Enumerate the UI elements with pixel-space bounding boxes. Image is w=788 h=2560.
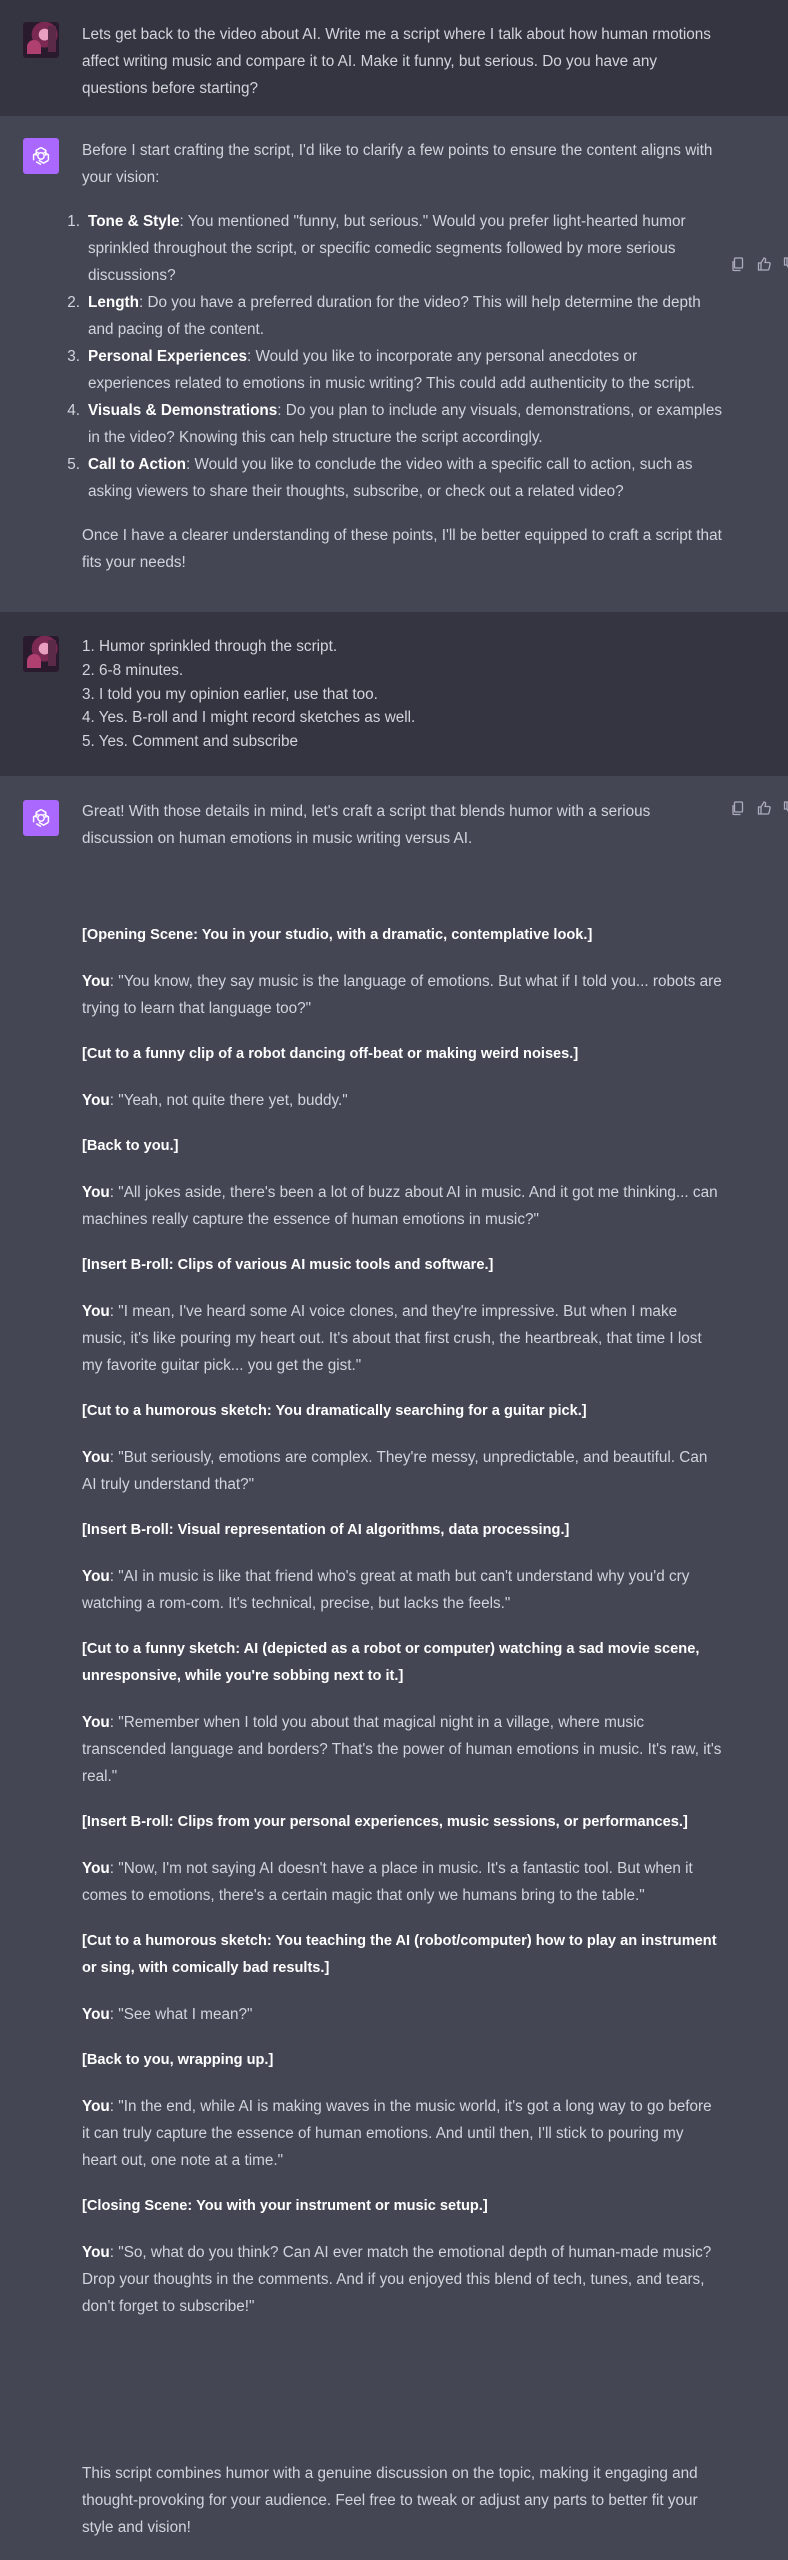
chatgpt-logo-icon xyxy=(23,138,59,174)
script-line: You: "But seriously, emotions are complex. They're messy, unpredictable, and beautiful. Can AI truly understand that?" xyxy=(82,1449,708,1493)
answer-line: 1. Humor sprinkled through the script. xyxy=(82,638,338,655)
list-item: 4. Visuals & Demonstrations: Do you plan to include any visuals, demonstrations, or examples in the video? Knowing this can help structure the script accordingly. xyxy=(67,402,722,446)
thumbs-down-icon[interactable] xyxy=(782,256,788,272)
stage-direction: [Cut to a funny clip of a robot dancing off-beat or making weird noises.] xyxy=(82,1046,579,1062)
list-item: 5. Call to Action: Would you like to conclude the video with a specific call to action, such as asking viewers to share their thoughts, subscribe, or check out a related video? xyxy=(67,456,693,500)
script-line: You: "I mean, I've heard some AI voice clones, and they're impressive. But when I make music, it's like pouring my heart out. It's about that first crush, the heartbreak, that time I lost my favorite guitar pick... you get the gist." xyxy=(82,1303,702,1374)
user-message-2 xyxy=(0,612,788,776)
stage-direction: [Cut to a humorous sketch: You teaching the AI (robot/computer) how to play an instrument or sing, with comically bad results.] xyxy=(82,1933,717,1976)
script-line: You: "Now, I'm not saying AI doesn't have a place in music. It's a fantastic tool. But when it comes to emotions, there's a certain magic that only we humans bring to the table." xyxy=(82,1860,693,1904)
list-item: 1. Tone & Style: You mentioned "funny, but serious." Would you prefer light-hearted humor sprinkled throughout the script, or specific comedic segments followed by more serious discussions? xyxy=(67,213,686,284)
stage-direction: [Cut to a funny sketch: AI (depicted as a robot or computer) watching a sad movie scene, unresponsive, while you're sobbing next to it.] xyxy=(82,1641,700,1684)
user-avatar xyxy=(23,636,59,672)
answer-line: 3. I told you my opinion earlier, use that too. xyxy=(82,685,378,703)
answer-line: 5. Yes. Comment and subscribe xyxy=(82,733,298,751)
thumbs-up-icon[interactable] xyxy=(756,256,772,272)
script-line: You: "So, what do you think? Can AI ever match the emotional depth of human-made music? Drop your thoughts in the comments. And if you enjoyed this blend of tech, tunes, and tears, don't forget to subscribe!" xyxy=(82,2244,712,2315)
stage-direction: [Back to you.] xyxy=(82,1138,179,1154)
assistant-outro-text: Once I have a clearer understanding of these points, I'll be better equipped to craft a script that fits your needs! xyxy=(82,527,722,571)
user-message-1 xyxy=(0,0,788,116)
stage-direction: [Insert B-roll: Clips from your personal experiences, music sessions, or performances.] xyxy=(82,1814,688,1830)
question-list xyxy=(67,208,722,505)
thumbs-up-icon[interactable] xyxy=(756,800,772,816)
script-line: You: "Remember when I told you about that magical night in a village, where music transcended language and borders? That's the power of human emotions in music. It's raw, it's real." xyxy=(82,1714,722,1785)
script-line: You: "All jokes aside, there's been a lot of buzz about AI in music. And it got me thinking... can machines really capture the essence of human emotions in music?" xyxy=(82,1184,718,1228)
stage-direction: [Opening Scene: You in your studio, with a dramatic, contemplative look.] xyxy=(82,927,593,943)
assistant-intro-text: Great! With those details in mind, let's craft a script that blends humor with a serious discussion on human emotions in music writing versus AI. xyxy=(82,803,651,847)
user-avatar xyxy=(23,22,59,58)
stage-direction: [Closing Scene: You with your instrument or music setup.] xyxy=(82,2198,488,2214)
copy-icon[interactable] xyxy=(730,800,746,816)
user-message-text: Lets get back to the video about AI. Write me a script where I talk about how human rmotions affect writing music and compare it to AI. Make it funny, but serious. Do you have any questions before starting? xyxy=(82,26,711,97)
answer-line: 4. Yes. B-roll and I might record sketches as well. xyxy=(82,709,416,727)
assistant-intro-text: Before I start crafting the script, I'd like to clarify a few points to ensure the content aligns with your vision: xyxy=(82,142,713,186)
stage-direction: [Back to you, wrapping up.] xyxy=(82,2052,274,2068)
assistant-outro-text: This script combines humor with a genuine discussion on the topic, making it engaging and thought-provoking for your audience. Feel free to tweak or adjust any parts to better fit your style and vision! xyxy=(82,2465,698,2536)
script-line: You: "See what I mean?" xyxy=(82,2006,253,2023)
answer-line: 2. 6-8 minutes. xyxy=(82,661,184,679)
script-line: You: "Yeah, not quite there yet, buddy." xyxy=(82,1092,348,1109)
script-body xyxy=(82,922,722,2339)
stage-direction: [Insert B-roll: Clips of various AI music tools and software.] xyxy=(82,1257,494,1273)
message-actions xyxy=(730,800,788,816)
copy-icon[interactable] xyxy=(730,256,746,272)
script-line: You: "In the end, while AI is making waves in the music world, it's got a long way to go before it can truly capture the essence of human emotions. And until then, I'll stick to pouring my heart out, one note at a time." xyxy=(82,2098,712,2169)
list-item: 3. Personal Experiences: Would you like to incorporate any personal anecdotes or experiences related to emotions in music writing? This could add authenticity to the script. xyxy=(67,348,695,392)
script-line: You: "You know, they say music is the language of emotions. But what if I told you... robots are trying to learn that language too?" xyxy=(82,973,722,1017)
assistant-message-1 xyxy=(0,116,788,612)
list-item: 2. Length: Do you have a preferred duration for the video? This will help determine the depth and pacing of the content. xyxy=(67,294,701,338)
message-actions xyxy=(730,256,788,272)
stage-direction: [Insert B-roll: Visual representation of AI algorithms, data processing.] xyxy=(82,1522,570,1538)
stage-direction: [Cut to a humorous sketch: You dramatically searching for a guitar pick.] xyxy=(82,1403,587,1419)
chatgpt-logo-icon xyxy=(23,800,59,836)
thumbs-down-icon[interactable] xyxy=(782,800,788,816)
assistant-message-2 xyxy=(0,776,788,2560)
script-line: You: "AI in music is like that friend who's great at math but can't understand why you'd cry watching a rom-com. It's technical, precise, but lacks the feels." xyxy=(82,1568,690,1612)
